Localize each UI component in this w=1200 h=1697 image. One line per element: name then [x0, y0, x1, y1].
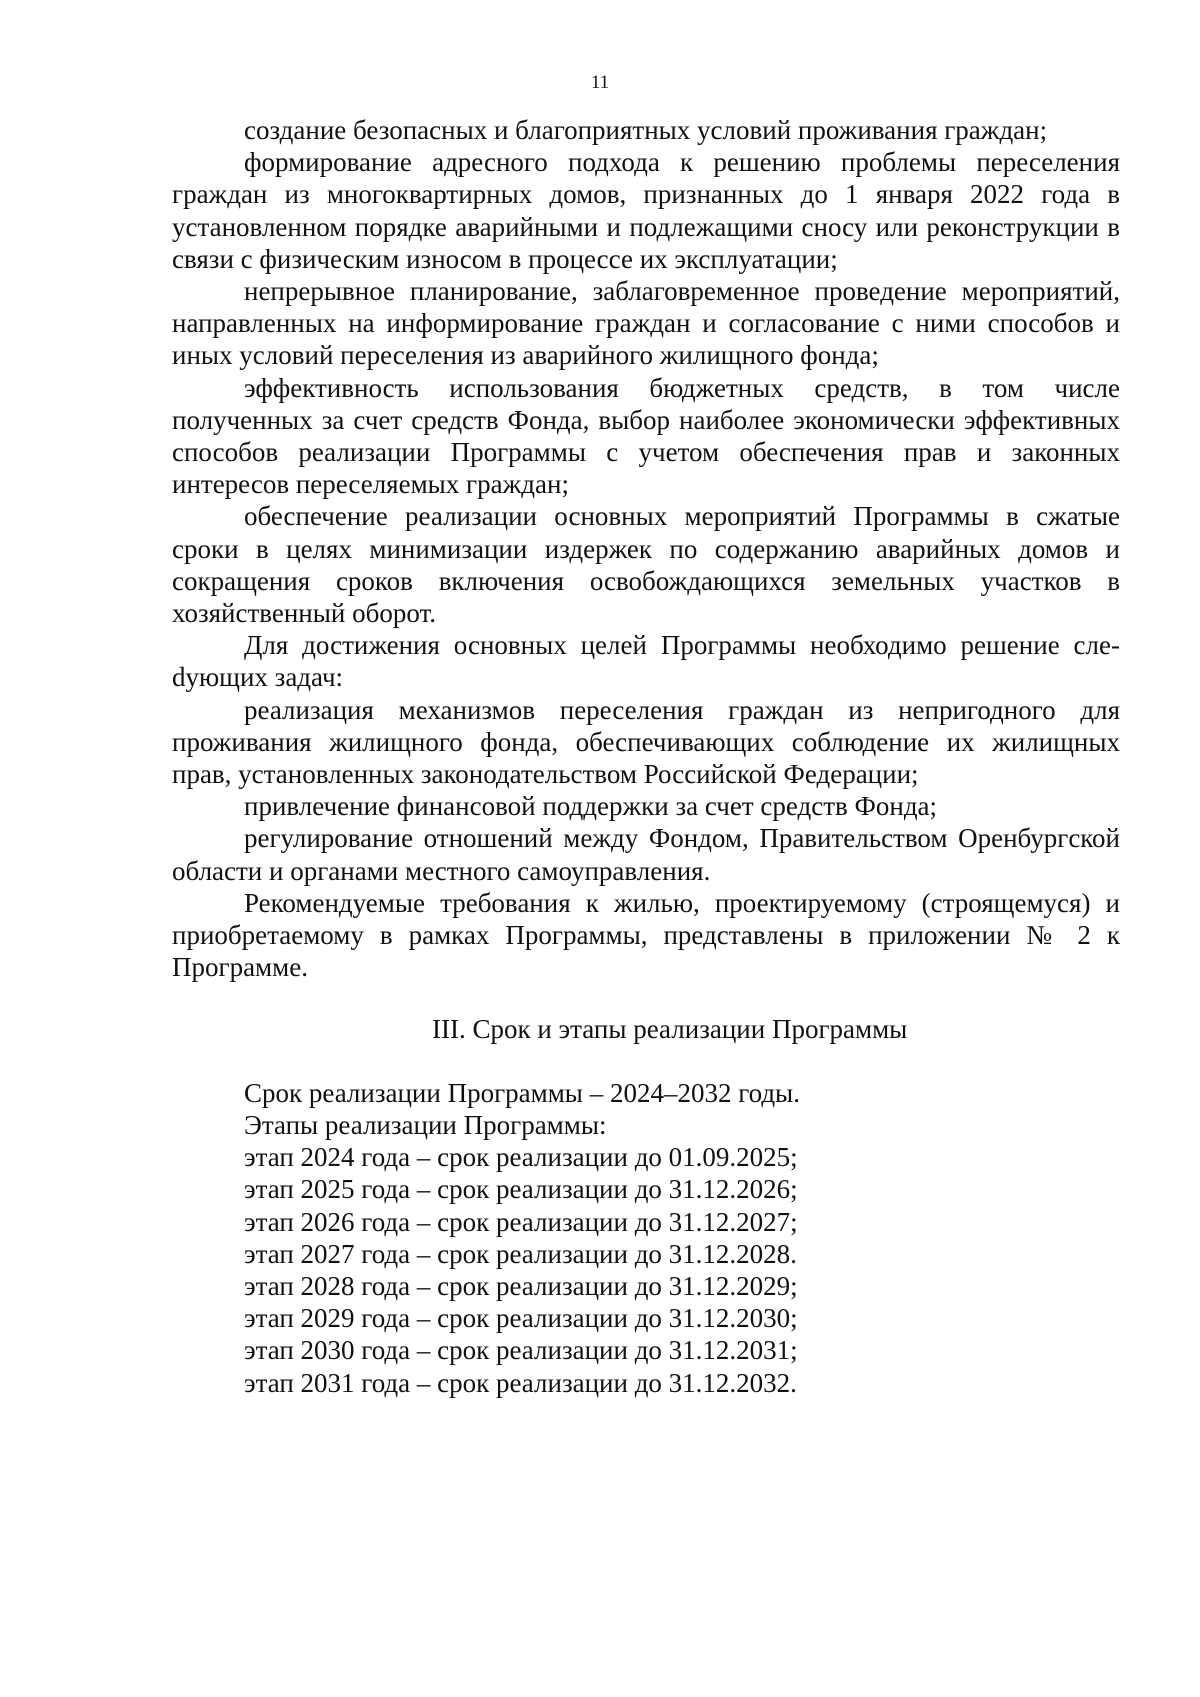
stage-item: этап 2031 года – срок реализации до 31.12.2032.: [244, 1367, 797, 1398]
stage-list: [172, 1141, 1120, 1399]
paragraph-financial-support: привлечение финансовой поддержки за счет средств Фонда;: [244, 791, 938, 822]
paragraph-targeted-approach: формирование адресного подхода к решению проблемы переселения граждан из многоквартирных домов, признанных до 1 января 2022 года в установленном порядке аварийными и подлежащими сносу или реконструкции в связи с физическим износом в процессе их эксплуатации;: [172, 147, 1120, 274]
paragraph-safe-conditions: создание безопасных и благоприятных условий проживания граждан;: [244, 115, 1048, 145]
stage-item: этап 2026 года – срок реализации до 31.12.2027;: [244, 1206, 798, 1237]
paragraph-budget-efficiency: эффективность использования бюджетных средств, в том числе полученных за счет средств Фонда, выбор наиболее экономически эффективных способов реализации Программы с учетом обеспечения прав и законных интересов переселяемых граждан;: [172, 372, 1120, 500]
section-heading: III. Срок и этапы реализации Программы: [432, 1014, 908, 1045]
paragraph-regulation: регулирование отношений между Фондом, Правительством Оренбургской области и органами местного самоуправления.: [172, 823, 1120, 886]
stage-item: этап 2024 года – срок реализации до 01.09.2025;: [244, 1142, 798, 1173]
stage-item: этап 2030 года – срок реализации до 31.12.2031;: [244, 1335, 798, 1366]
page-number: 11: [590, 72, 610, 93]
paragraph-continuous-planning: непрерывное планирование, заблаговременное проведение мероприятий, направленных на информирование граждан и согласование с ними способов и иных условий переселения из аварийного жилищного фонда;: [172, 276, 1120, 371]
stages-title: Этапы реализации Программы:: [244, 1109, 607, 1140]
stage-item: этап 2027 года – срок реализации до 31.12.2028.: [244, 1238, 797, 1269]
paragraph-implementation-timing: обеспечение реализации основных мероприятий Программы в сжатые сроки в целях минимизации издержек по содержанию аварийных домов и сокращения сроков включения освобождающихся земельных участков в хозяйственный оборот.: [172, 501, 1120, 629]
stage-item: этап 2028 года – срок реализации до 31.12.2029;: [244, 1270, 798, 1301]
stage-item: этап 2029 года – срок реализации до 31.12.2030;: [244, 1303, 798, 1334]
paragraph-housing-requirements: Рекомендуемые требования к жилью, проектируемому (строящемуся) и приобретаемому в рамках Программы, представлены в приложении № 2 к Программе.: [172, 887, 1120, 983]
stage-item: этап 2025 года – срок реализации до 31.12.2026;: [244, 1174, 798, 1205]
document-body: [172, 114, 1120, 1399]
program-term: Срок реализации Программы – 2024–2032 годы.: [244, 1077, 800, 1108]
paragraph-resettlement-mechanisms: реализация механизмов переселения граждан из непригодного для проживания жилищного фонда, обеспечивающих соблюдение их жилищных прав, установленных законодательством Российской Федерации;: [172, 694, 1120, 790]
paragraph-tasks-intro: Для достижения основных целей Программы необходимо решение слеdующих задач:: [172, 630, 1120, 693]
